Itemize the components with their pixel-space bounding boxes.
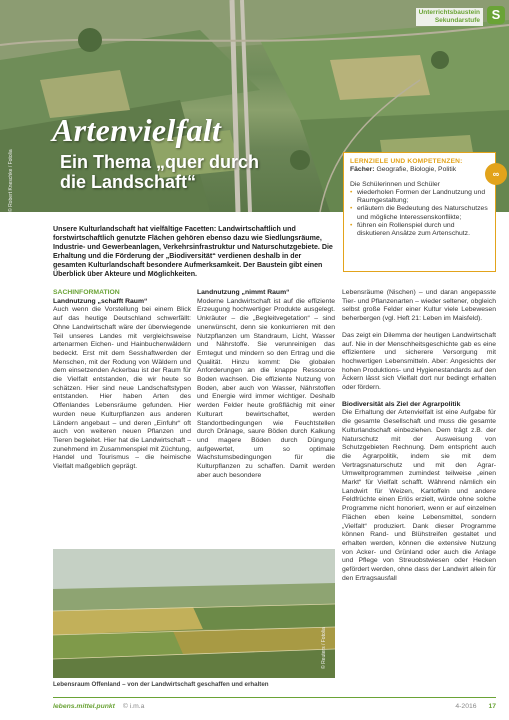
page-subtitle: Ein Thema „quer durch die Landschaft“ xyxy=(60,152,260,192)
offenland-photo xyxy=(53,549,335,678)
fields-graphic xyxy=(53,549,335,678)
column-2 xyxy=(197,289,335,480)
unit-tag-line1: Unterrichtsbaustein xyxy=(418,9,480,16)
photo-caption: Lebensraum Offenland – von der Landwirtschaft geschaffen und erhalten xyxy=(53,681,269,688)
section-heading-biodiversitaet: Biodiversität als Ziel der Agrarpolitik xyxy=(342,400,461,408)
section-heading-landnutzung-schafft: Landnutzung „schafft Raum“ xyxy=(53,297,148,305)
subjects-line xyxy=(350,166,489,174)
section-heading-landnutzung-nimmt: Landnutzung „nimmt Raum“ xyxy=(197,289,290,296)
subjects-label: Fächer: xyxy=(350,166,375,174)
section-kicker: SACHINFORMATION xyxy=(53,289,120,296)
body-text: Das zeigt ein Dilemma der heutigen Landwirtschaft auf. Nie in der Menschheitsgeschichte gab es eine effizientere und sicherere Versorgung mit hochwertigen Lebensmitteln. Aber: Angesichts der hohen Produktions- und Hygienestandards auf den Äckern lässt sich Vielfalt dort nur bedingt erhalten oder fördern. xyxy=(342,331,496,392)
page-title: Artenvielfalt xyxy=(52,112,222,148)
brand-logo: lebens.mittel.punkt xyxy=(53,703,115,710)
learning-goals-lead: Die Schülerinnen und Schüler xyxy=(350,180,440,188)
intro-paragraph: Unsere Kulturlandschaft hat vielfältige Facetten: Landwirtschaftlich und forstwirtschaftlich genutzte Flächen gehören ebenso dazu wie Siedlungsräume, Industrie- und Gewerbeanlagen, Verkehrsinfrastruktur und Naturschutzgebiete. Die Erhaltung und die Förderung der „Biodiversität“ verdienen deshalb in der gesamten Kulturlandschaft besondere Aufmerksamkeit. Der Baustein gibt einen Überblick über Akteure und Möglichkeiten. xyxy=(53,225,333,278)
photo-credit: © Reuters / Fotolia xyxy=(321,627,327,669)
column-3 xyxy=(342,289,496,584)
page-number: 17 xyxy=(488,703,496,710)
body-text: Lebensräume (Nischen) – und daran angepasste Tier- und Pflanzenarten – wieder seltener, obgleich selbst große Felder einer Kultur viele Lebewesen beherbergen (vgl. Heft 21: Leben im Maisfeld). xyxy=(342,289,496,323)
body-text: Moderne Landwirtschaft ist auf die effiziente Erzeugung hochwertiger Produkte ausgelegt. Unkräuter – die „Begleitvegetation“ – sind unerwünscht, denn sie konkurrieren mit den Nutzpflanzen um Standraum, Licht, Wasser und Nährstoffe. Sie verunreinigen das Erntegut und mindern so den Ertrag und die Qualität. Hinzu kommt: Die globalen Anforderungen an die knappe Ressource Boden wachsen. Die effiziente Nutzung von Boden, aber auch von Wasser, Nährstoffen und Energie wird immer wichtiger. Deshalb werden Felder heute großflächig mit einer Kulturart bewirtschaftet, werden Standortbedingungen wie Feuchtstellen durch Dränage, saure Böden durch Kalkung und magere Böden durch Düngung aufgewertet, um so optimale Wachstumsbedingungen für die Kulturpflanzen zu schaffen. Damit werden aber auch besondere xyxy=(197,297,335,479)
publisher: © i.m.a xyxy=(122,703,145,710)
learning-goals-box xyxy=(343,152,500,272)
body-text: Auch wenn die Vorstellung bei einem Blick auf das heutige Deutschland schwerfällt: Ohne Landwirtschaft wäre der überwiegende Teil unseres Landes mit vergleichsweise artenarmen Eichen- und Hainbuchenwäldern bedeckt. Erst mit dem Sesshaftwerden der Menschen, mit der Rodung von Wäldern und dem einsetzenden Ackerbau ist der Raum für die Vielfalt entstanden, die wir heute so schätzen. Hier sind neue Landschaftstypen entstanden. Hier haben Arten des Offenlandes Lebensräume gefunden. Hier wurden neue Kulturpflanzen aus anderen Ländern angebaut – und deren „Einfuhr“ oft auch von weiteren neuen Pflanzen und Tieren begleitet. Hier hat die Landwirtschaft – zunehmend im Zusammenspiel mit Züchtung, Handel und Tourismus – die heimische Vielfalt maßgeblich geprägt. xyxy=(53,306,191,471)
unit-tag xyxy=(416,8,483,26)
learning-goals-heading: LERNZIELE UND KOMPETENZEN: xyxy=(350,158,463,165)
level-badge: S xyxy=(487,6,505,24)
column-1 xyxy=(53,289,191,472)
learning-goal-item: • wiederholen Formen der Landnutzung und Raumgestaltung; xyxy=(350,189,489,206)
learning-goal-item: • erläutern die Bedeutung des Naturschutzes und mögliche Interessenskonflikte; xyxy=(350,205,489,222)
footer xyxy=(53,703,144,710)
learning-goal-item: • führen ein Rollenspiel durch und diskutieren Ansätze zum Artenschutz. xyxy=(350,222,489,239)
hero-photo-credit: © Robert Kneschke / Fotolia xyxy=(8,149,14,212)
issue: 4-2016 xyxy=(455,703,477,710)
body-text: Die Erhaltung der Artenvielfalt ist eine Aufgabe für die gesamte Gesellschaft und muss die gesamte Kulturlandschaft einbeziehen. Dem trägt z.B. der Naturschutz mit der Ausweisung von Schutzgebieten Rechnung. Dem entspricht auch die Agrarpolitik, indem sie mit dem Vertragsnaturschutz und mit den Agrar-Umweltprogrammen zumindest teilweise „einen Markt“ für Vielfalt schafft. Während nämlich ein Landwirt für Weizen, Kartoffeln und andere Feldfrüchte einen Erlös erzielt, würde ohne solche Programme nicht honoriert, wenn er auf einzelnen Flächen eben keine Lebensmittel, sondern „Vielfalt“ produziert. Dank dieser Programme können Rand- und Blühstreifen gestaltet und erhalten werden, können die extensive Nutzung von Acker- und Grünland oder auch die Anlage und Pflege von Streuobstwiesen oder Hecken gefördert werden, ohne dass der Landwirt allein für den Ertragsausfall xyxy=(342,409,496,582)
learning-goals-list xyxy=(350,189,489,239)
unit-tag-line2: Sekundarstufe xyxy=(434,17,480,24)
footer-divider xyxy=(53,697,496,698)
glasses-icon: ∞ xyxy=(485,163,507,185)
page-info xyxy=(455,703,496,710)
subjects-value: Geografie, Biologie, Politik xyxy=(376,166,457,174)
